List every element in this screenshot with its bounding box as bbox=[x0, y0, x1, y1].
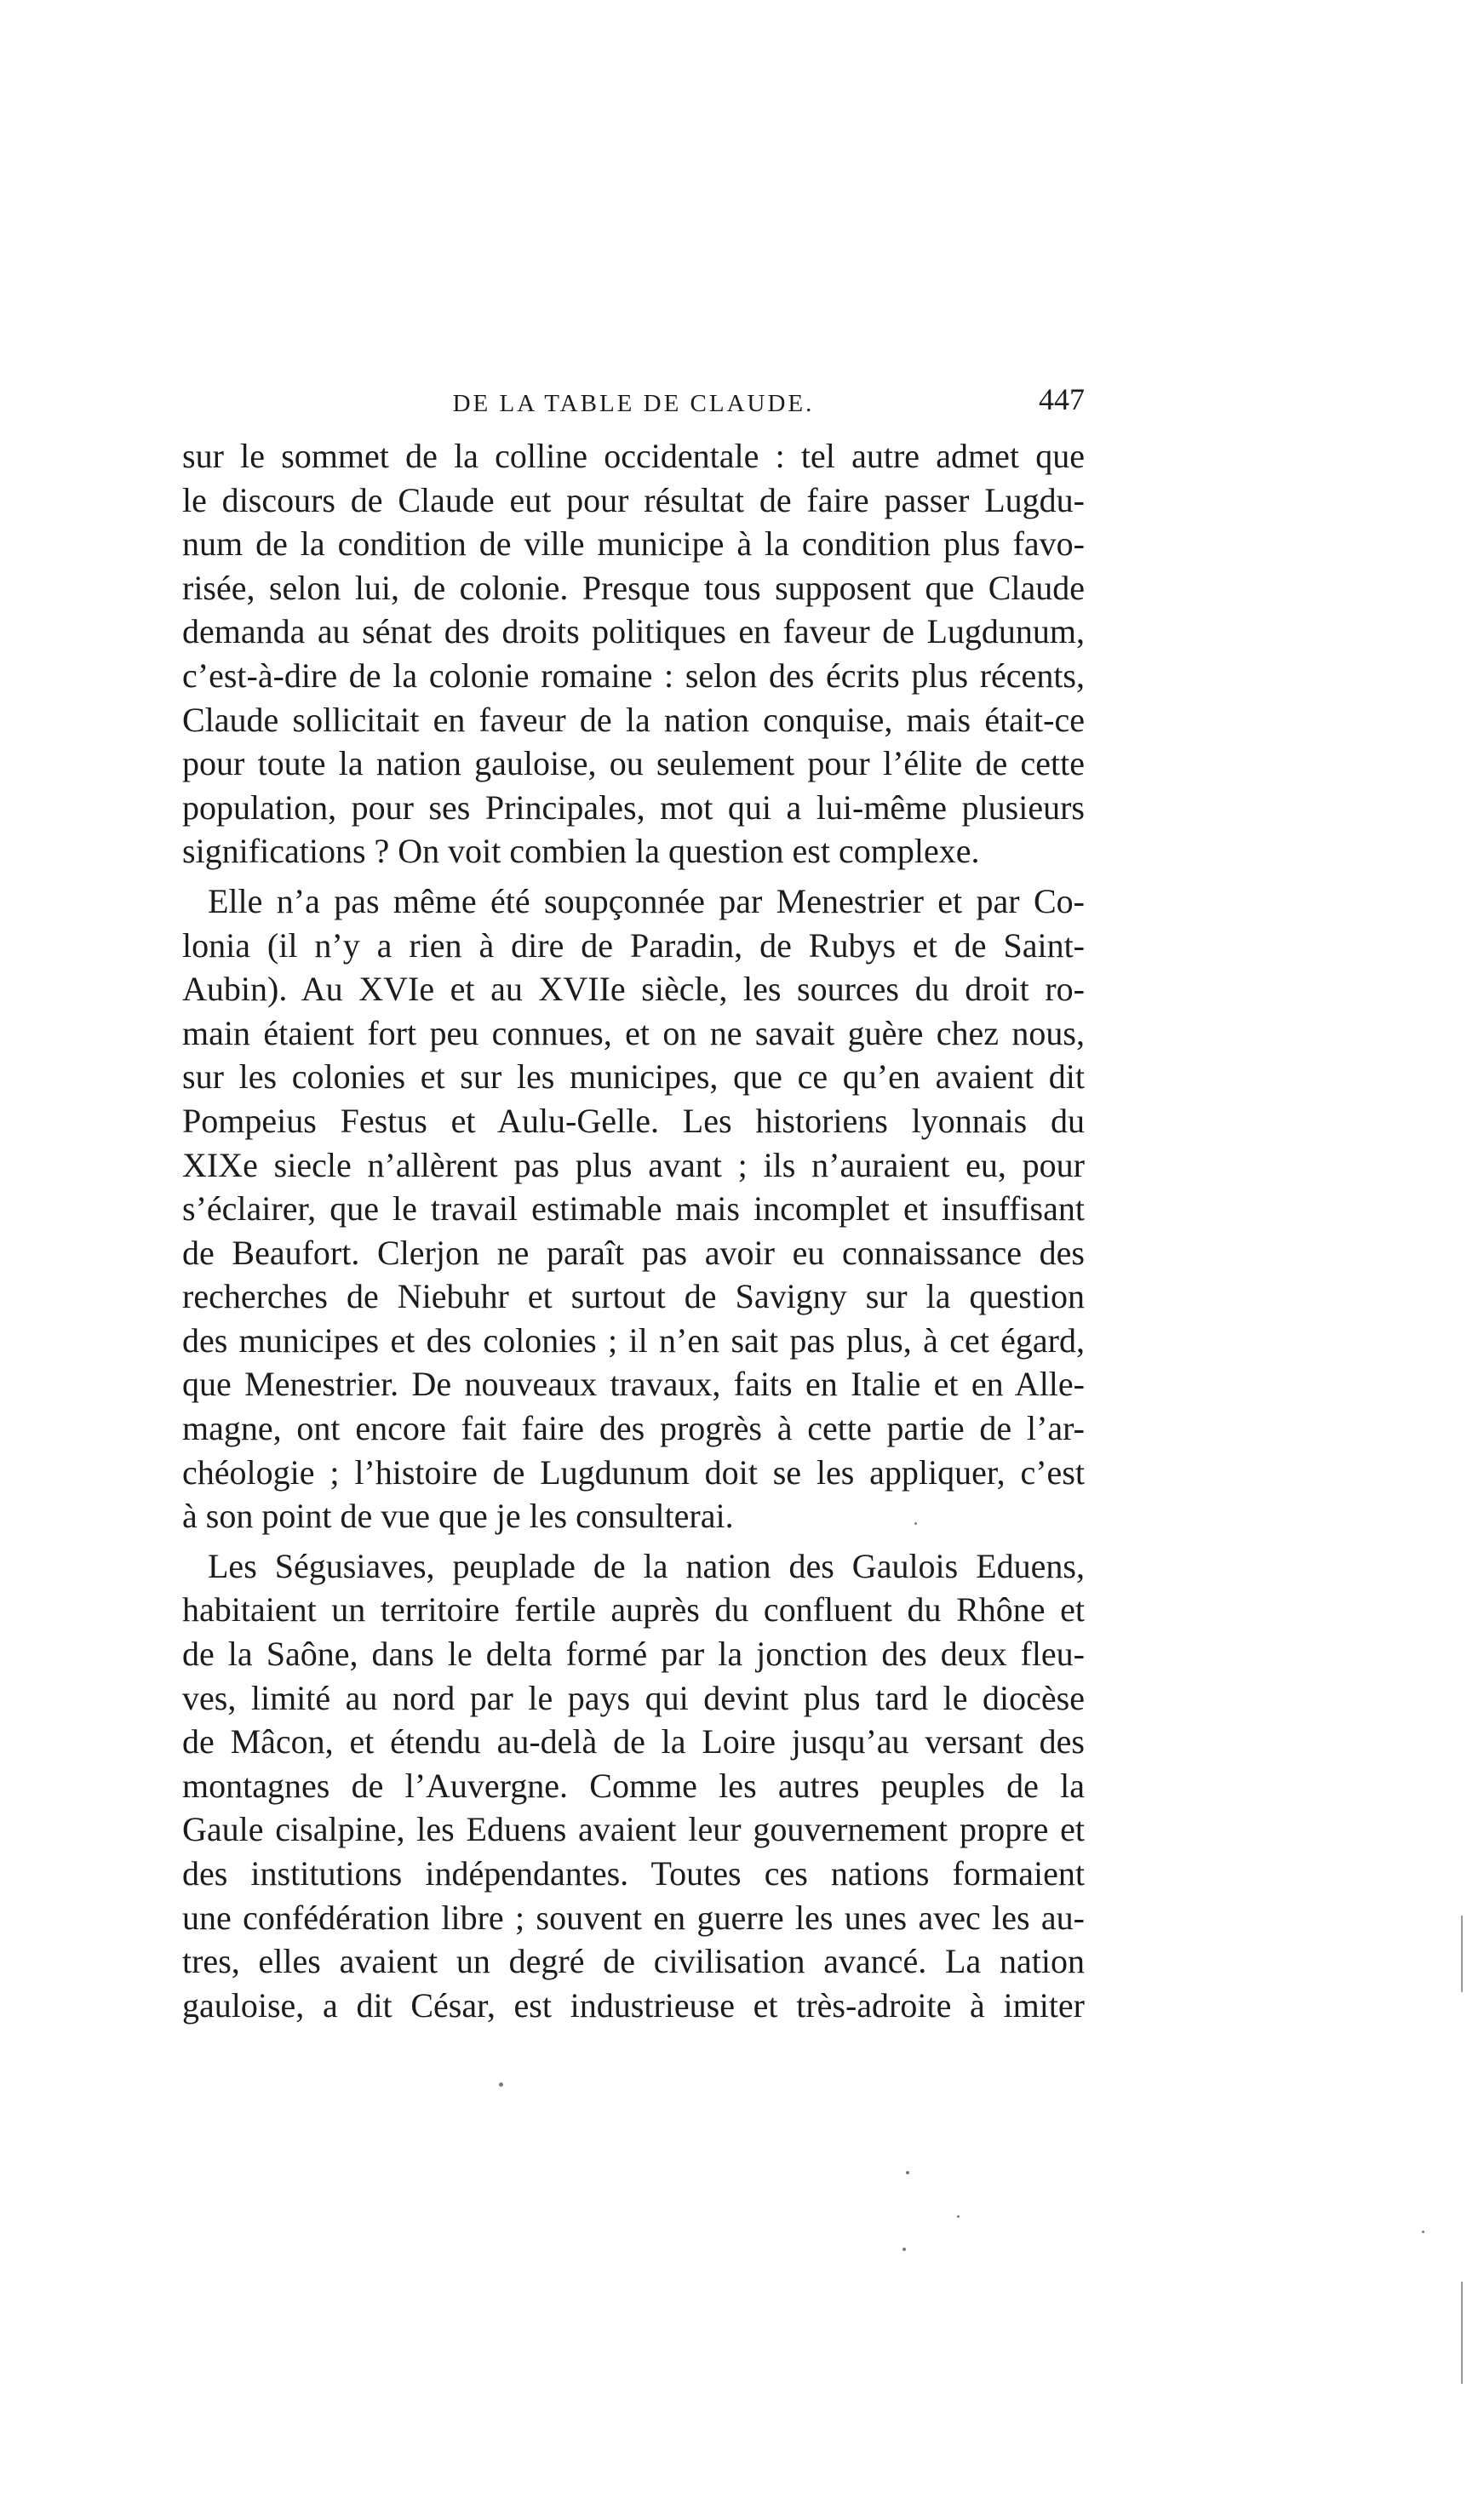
body-text bbox=[182, 434, 1085, 2027]
paragraph-3 bbox=[182, 1544, 1085, 2028]
text-line: Claude sollicitait en faveur de la nation conquise, mais était-ce bbox=[182, 700, 1085, 739]
text-line: main étaient fort peu connues, et on ne savait guère chez nous, bbox=[182, 1013, 1085, 1052]
text-line: recherches de Niebuhr et surtout de Savigny sur la question bbox=[182, 1277, 1085, 1316]
running-head bbox=[182, 381, 1085, 429]
text-line: de la Saône, dans le delta formé par la jonction des deux fleu- bbox=[182, 1635, 1085, 1674]
scan-speck bbox=[914, 1522, 917, 1525]
text-line: pour toute la nation gauloise, ou seulement pour l’élite de cette bbox=[182, 744, 1085, 783]
text-line: sur le sommet de la colline occidentale : tel autre admet que bbox=[182, 437, 1085, 475]
text-line: une confédération libre ; souvent en guerre les unes avec les au- bbox=[182, 1898, 1085, 1937]
text-line: s’éclairer, que le travail estimable mais incomplet et insuffisant bbox=[182, 1189, 1085, 1229]
text-line: risée, selon lui, de colonie. Presque tous supposent que Claude bbox=[182, 568, 1085, 607]
text-line: magne, ont encore fait faire des progrès à cette partie de l’ar- bbox=[182, 1409, 1085, 1448]
text-line: num de la condition de ville municipe à la condition plus favo- bbox=[182, 524, 1085, 564]
text-line: Les Ségusiaves, peuplade de la nation des Gaulois Eduens, bbox=[208, 1546, 1085, 1585]
text-line: des municipes et des colonies ; il n’en sait pas plus, à cet égard, bbox=[182, 1320, 1085, 1360]
text-line: gauloise, a dit César, est industrieuse et très-adroite à imiter bbox=[182, 1985, 1085, 2025]
scan-speck bbox=[499, 2082, 503, 2087]
text-line: lonia (il n’y a rien à dire de Paradin, de Rubys et de Saint- bbox=[182, 925, 1085, 965]
text-line: Elle n’a pas même été soupçonnée par Menestrier et par Co- bbox=[208, 881, 1085, 920]
text-line: de Mâcon, et étendu au-delà de la Loire jusqu’au versant des bbox=[182, 1722, 1085, 1761]
text-line: montagnes de l’Auvergne. Comme les autres peuples de la bbox=[182, 1766, 1085, 1805]
text-line: le discours de Claude eut pour résultat de faire passer Lugdu- bbox=[182, 480, 1085, 519]
text-line: c’est-à-dire de la colonie romaine : selon des écrits plus récents, bbox=[182, 656, 1085, 695]
page-number: 447 bbox=[1039, 382, 1085, 416]
text-line: chéologie ; l’histoire de Lugdunum doit se les appliquer, c’est bbox=[182, 1452, 1085, 1492]
text-line: population, pour ses Principales, mot qui a lui-même plusieurs bbox=[182, 788, 1085, 827]
text-line: demanda au sénat des droits politiques en faveur de Lugdunum, bbox=[182, 612, 1085, 651]
text-line: sur les colonies et sur les municipes, que ce qu’en avaient dit bbox=[182, 1057, 1085, 1097]
scan-speck bbox=[906, 2171, 909, 2174]
text-line: Pompeius Festus et Aulu-Gelle. Les historiens lyonnais du bbox=[182, 1101, 1085, 1140]
text-line: XIXe siecle n’allèrent pas plus avant ; ils n’auraient eu, pour bbox=[182, 1145, 1085, 1184]
text-line: à son point de vue que je les consulterai. bbox=[182, 1497, 734, 1536]
scan-speck bbox=[1422, 2231, 1424, 2233]
scan-speck bbox=[902, 2248, 906, 2251]
text-line: Gaule cisalpine, les Eduens avaient leur gouvernement propre et bbox=[182, 1810, 1085, 1849]
text-line: habitaient un territoire fertile auprès du confluent du Rhône et bbox=[182, 1590, 1085, 1630]
paragraph-2 bbox=[182, 879, 1085, 1538]
paragraph-1 bbox=[182, 434, 1085, 873]
edge-mark bbox=[1461, 1916, 1463, 1992]
text-line: tres, elles avaient un degré de civilisation avancé. La nation bbox=[182, 1942, 1085, 1981]
text-line: significations ? On voit combien la question est complexe. bbox=[182, 832, 980, 871]
text-line: que Menestrier. De nouveaux travaux, faits en Italie et en Alle- bbox=[182, 1365, 1085, 1404]
running-title: DE LA TABLE DE CLAUDE. bbox=[452, 390, 815, 417]
text-line: Aubin). Au XVIe et au XVIIe siècle, les sources du droit ro- bbox=[182, 970, 1085, 1009]
text-line: des institutions indépendantes. Toutes ces nations formaient bbox=[182, 1854, 1085, 1893]
edge-mark bbox=[1461, 2282, 1463, 2384]
text-line: de Beaufort. Clerjon ne paraît pas avoir eu connaissance des bbox=[182, 1233, 1085, 1272]
text-line: ves, limité au nord par le pays qui devint plus tard le diocèse bbox=[182, 1678, 1085, 1717]
scan-speck bbox=[957, 2215, 960, 2218]
